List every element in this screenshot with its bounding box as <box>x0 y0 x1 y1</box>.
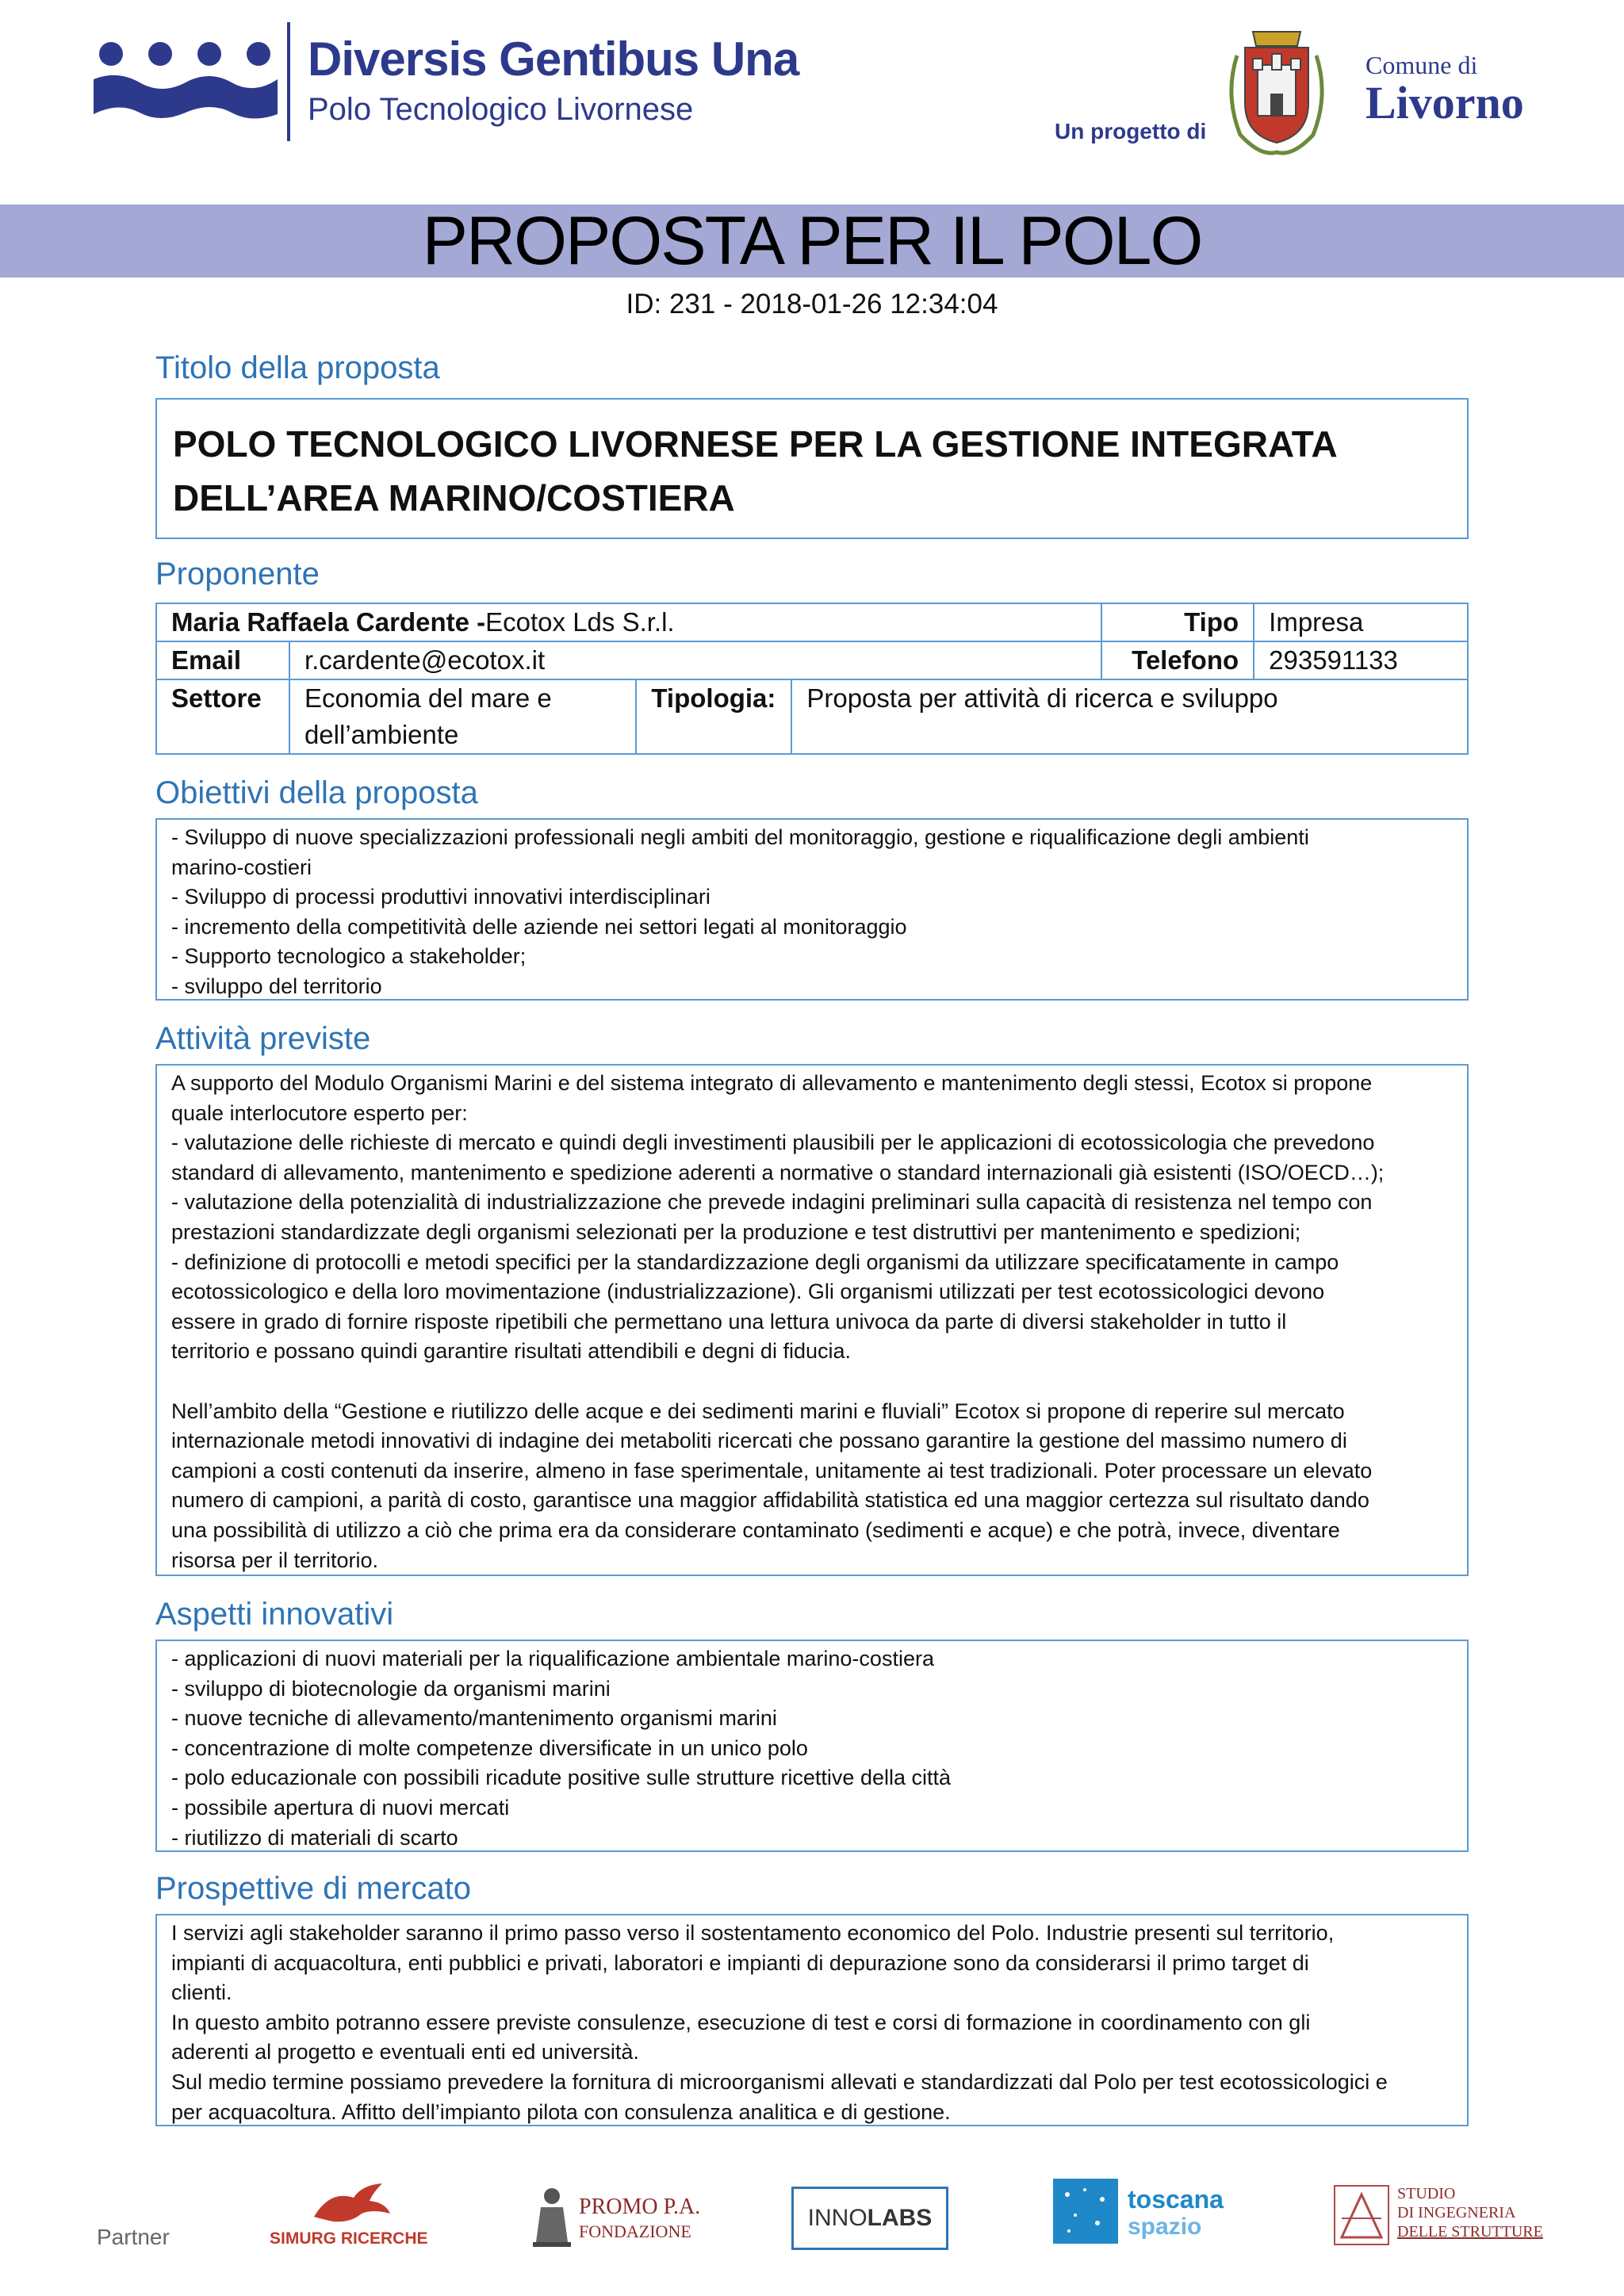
section-heading-obiettivi: Obiettivi della proposta <box>155 775 478 810</box>
section-heading-attivita: Attività previste <box>155 1021 371 1056</box>
text-line: - valutazione della potenzialità di industrializzazione che prevede indagini preliminari sulla capacità di resistenza nel tempo con <box>171 1190 1373 1215</box>
text-line: - applicazioni di nuovi materiali per la riqualificazione ambientale marino-costiera <box>171 1647 934 1670</box>
section-heading-proponente: Proponente <box>155 557 320 591</box>
text-line: - sviluppo di biotecnologie da organismi marini <box>171 1676 611 1701</box>
text-line: - Supporto tecnologico a stakeholder; <box>171 944 527 969</box>
text-line: risorsa per il territorio. <box>171 1548 379 1572</box>
obiettivi-box <box>155 818 1469 1001</box>
text-line: prestazioni standardizzate degli organismi selezionati per la produzione e test distruttivi per mantenimento e spedizioni; <box>171 1219 1301 1244</box>
email-label: Email <box>156 641 289 679</box>
text-line: - polo educazionale con possibili ricadute positive sulle strutture ricettive della città <box>171 1766 952 1790</box>
text-line: - valutazione delle richieste di mercato e quindi degli investimenti plausibili per le applicazioni di ecotossicologia che prevedono <box>171 1131 1375 1155</box>
emblem-icon <box>1334 2185 1389 2245</box>
settore-label: Settore <box>156 679 289 754</box>
text-line: Sul medio termine possiamo prevedere la fornitura di microorganismi allevati e standardizzati dal Polo per test ecotossicologici e <box>171 2069 1388 2094</box>
partner-name: spazio <box>1128 2214 1202 2240</box>
partner-name: FONDAZIONE <box>579 2221 691 2241</box>
partner-logo-simurg <box>266 2182 428 2253</box>
statue-icon <box>531 2185 573 2248</box>
text-line: per acquacoltura. Affitto dell’impianto pilota con consulenza analitica e di gestione. <box>171 2099 951 2124</box>
page-title: PROPOSTA PER IL POLO <box>422 203 1202 279</box>
partner-logo-promopa <box>531 2182 701 2253</box>
partner-logo-innolabs <box>791 2187 948 2250</box>
partner-name: RICERCHE <box>340 2229 428 2248</box>
text-line: quale interlocutore esperto per: <box>171 1100 468 1125</box>
section-heading-aspetti: Aspetti innovativi <box>155 1597 394 1632</box>
bird-icon <box>306 2182 393 2225</box>
livorno-crest-icon <box>1221 24 1332 159</box>
text-line: - riutilizzo di materiali di scarto <box>171 1825 458 1850</box>
proponente-name: Maria Raffaela Cardente - <box>171 607 486 637</box>
proposal-id: ID: 231 - 2018-01-26 12:34:04 <box>626 289 998 320</box>
settore-value: dell’ambiente <box>304 720 459 749</box>
settore-value-cell <box>289 679 636 754</box>
text-line: In questo ambito potranno essere previste consulenze, esecuzione di test e corsi di formazione in coordinamento con gli <box>171 2010 1311 2034</box>
email-value: r.cardente@ecotox.it <box>289 641 1101 679</box>
telefono-label: Telefono <box>1101 641 1254 679</box>
title-box <box>155 398 1469 539</box>
text-line: ecotossicologico e della loro movimentazione (industrializzazione). Gli organismi utilizzati per test ecotossicologici devono <box>171 1280 1325 1304</box>
partner-name: INNO <box>807 2205 868 2231</box>
proponente-company: Ecotox Lds S.r.l. <box>485 607 675 637</box>
tipologia-value: Proposta per attività di ricerca e sviluppo <box>791 679 1468 754</box>
text-line: Nell’ambito della “Gestione e riutilizzo delle acque e dei sedimenti marini e fluviali” Ecotox si propone di reperire sul mercato <box>171 1399 1345 1423</box>
prospettive-box <box>155 1914 1469 2126</box>
partner-logo-studio-ingegneria <box>1334 2185 1543 2253</box>
aspetti-box <box>155 1640 1469 1852</box>
partner-name: SIMURG <box>270 2229 336 2248</box>
partner-logo-toscanaspazio <box>1053 2179 1228 2252</box>
project-by-label: Un progetto di <box>1055 119 1207 144</box>
text-line: - incremento della competitività delle aziende nei settori legati al monitoraggio <box>171 914 907 939</box>
text-line: territorio e possano quindi garantire risultati attendibili e degni di fiducia. <box>171 1339 851 1364</box>
comune-name: Livorno <box>1365 77 1524 128</box>
logo-divider <box>287 22 290 141</box>
text-line: una possibilità di utilizzo a ciò che prima era da considerare contaminato (sedimenti e acque) e che potrà, invece, diventare <box>171 1517 1340 1542</box>
brand-title: Diversis Gentibus Una <box>308 33 799 86</box>
partner-name: DELLE STRUTTURE <box>1397 2223 1543 2241</box>
text-line: aderenti al progetto e eventuali enti ed università. <box>171 2040 639 2064</box>
text-line: - definizione di protocolli e metodi specifici per la standardizzazione degli organismi da utilizzare specificatamente in campo <box>171 1249 1339 1274</box>
text-line: clienti. <box>171 1980 232 2005</box>
text-line: essere in grado di fornire risposte ripetibili che permettano una lettura univoca da parte di diversi stakeholder in tutto il <box>171 1309 1287 1334</box>
text-line: - Sviluppo di nuove specializzazioni professionali negli ambiti del monitoraggio, gestione e riqualificazione degli ambienti <box>171 825 1309 849</box>
text-line: campioni a costi contenuti da inserire, almeno in fase sperimentale, unitamente ai test tradizionali. Poter processare un elevato <box>171 1458 1373 1483</box>
comune-prefix: Comune di <box>1365 51 1478 79</box>
partner-label: Partner <box>97 2225 170 2249</box>
proposal-title-line: DELL’AREA MARINO/COSTIERA <box>173 477 735 519</box>
stars-icon <box>1053 2179 1118 2244</box>
text-line: I servizi agli stakeholder saranno il primo passo verso il sostentamento economico del Polo. Industrie presenti sul territorio, <box>171 1921 1335 1945</box>
section-heading-titolo: Titolo della proposta <box>155 350 440 385</box>
section-heading-prospettive: Prospettive di mercato <box>155 1871 471 1906</box>
tipologia-label: Tipologia: <box>636 679 791 754</box>
brand-subtitle: Polo Tecnologico Livornese <box>308 92 694 127</box>
settore-value: Economia del mare e <box>304 683 552 713</box>
text-line: marino-costieri <box>171 855 312 879</box>
tipo-value: Impresa <box>1254 603 1468 641</box>
text-line: - possibile apertura di nuovi mercati <box>171 1795 510 1820</box>
telefono-value: 293591133 <box>1254 641 1468 679</box>
blank-line <box>171 1367 1453 1397</box>
text-line: - Sviluppo di processi produttivi innovativi interdisciplinari <box>171 885 710 909</box>
text-line: internazionale metodi innovativi di indagine dei metaboliti ricercati che possano garantire la gestione del massimo numero di <box>171 1429 1347 1453</box>
proponente-name-cell <box>156 603 1101 641</box>
text-line: numero di campioni, a parità di costo, garantisce una maggior affidabilità statistica ed una maggior certezza sul risultato dando <box>171 1488 1369 1513</box>
proposal-title-line: POLO TECNOLOGICO LIVORNESE PER LA GESTIONE INTEGRATA <box>173 423 1338 465</box>
tipo-label: Tipo <box>1101 603 1254 641</box>
partner-name: PROMO P.A. <box>579 2195 701 2219</box>
text-line: standard di allevamento, mantenimento e spedizione aderenti a normative o standard internazionali già esistenti (ISO/OECD…); <box>171 1160 1385 1184</box>
text-line: A supporto del Modulo Organismi Marini e del sistema integrato di allevamento e mantenimento degli stessi, Ecotox si propone <box>171 1071 1373 1095</box>
proponente-table <box>155 603 1469 755</box>
attivita-box <box>155 1064 1469 1576</box>
partner-name: LABS <box>867 2205 933 2231</box>
text-line: - sviluppo del territorio <box>171 974 382 998</box>
partner-name: DI INGEGNERIA <box>1397 2204 1516 2221</box>
waves-logo-icon <box>94 38 278 125</box>
partner-name: toscana <box>1128 2185 1224 2214</box>
partner-name: STUDIO <box>1397 2185 1456 2202</box>
text-line: - concentrazione di molte competenze diversificate in un unico polo <box>171 1735 808 1760</box>
text-line: - nuove tecniche di allevamento/mantenimento organismi marini <box>171 1706 777 1731</box>
text-line: impianti di acquacoltura, enti pubblici e privati, laboratori e impianti di depurazione sono da considerarsi il primo target di <box>171 1950 1309 1975</box>
